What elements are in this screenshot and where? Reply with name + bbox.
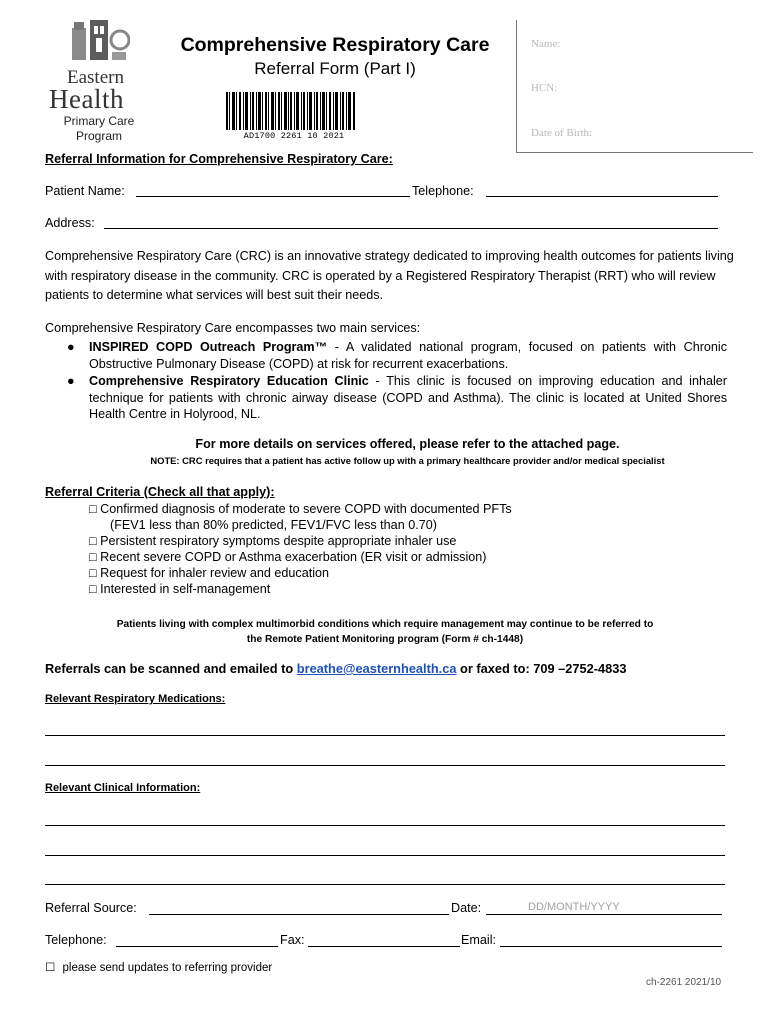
criteria-item[interactable]: □ Confirmed diagnosis of moderate to severe COPD with documented PFTs <box>89 502 512 516</box>
service-item-inspired: ● INSPIRED COPD Outreach Program™ - A validated national program, focused on patients with Chronic Obstructive Pulmonary Disease (COPD) at risk for recurrent exacerbations. <box>67 340 727 371</box>
email-label: Email: <box>461 933 496 947</box>
referral-info-heading: Referral Information for Comprehensive Respiratory Care: <box>45 152 393 166</box>
services-list <box>45 339 727 424</box>
name-label: Name: <box>531 38 561 50</box>
patient-name-label: Patient Name: <box>45 184 125 198</box>
clinical-line-2[interactable] <box>45 855 725 856</box>
dob-label: Date of Birth: <box>531 127 593 139</box>
clinical-info-heading: Relevant Clinical Information: <box>45 782 201 794</box>
details-note: For more details on services offered, please refer to the attached page. <box>195 437 620 451</box>
medications-line-1[interactable] <box>45 735 725 736</box>
submission-instructions: Referrals can be scanned and emailed to breathe@easternhealth.ca or faxed to: 709 –2752-4833 <box>45 661 627 676</box>
services-lead: Comprehensive Respiratory Care encompasses two main services: <box>45 321 421 335</box>
program-name: Primary Care Program <box>63 114 135 143</box>
referral-source-field[interactable] <box>149 914 449 915</box>
patient-id-box <box>516 20 753 153</box>
hcn-label: HCN: <box>531 82 558 94</box>
criteria-item[interactable]: □ Persistent respiratory symptoms despite appropriate inhaler use <box>89 534 457 548</box>
medications-line-2[interactable] <box>45 765 725 766</box>
patient-name-field[interactable] <box>136 196 410 197</box>
checkbox-icon[interactable]: □ <box>89 582 97 596</box>
criteria-item[interactable]: □ Request for inhaler review and education <box>89 566 330 580</box>
criteria-item[interactable]: □ Interested in self-management <box>89 582 271 596</box>
form-title: Comprehensive Respiratory Care <box>180 34 490 56</box>
service-item-education-clinic: ● Comprehensive Respiratory Education Clinic - This clinic is focused on improving education and inhaler technique for patients with chronic airway disease (COPD and Asthma). The clinic is located at United Shores Health Centre in Holyrood, NL. <box>67 374 727 421</box>
referrer-telephone-label: Telephone: <box>45 933 107 947</box>
address-field[interactable] <box>104 228 718 229</box>
criteria-item-detail: (FEV1 less than 80% predicted, FEV1/FVC less than 0.70) <box>110 518 437 532</box>
logo-health-text: Health <box>49 84 124 114</box>
checkbox-icon[interactable]: □ <box>89 566 97 580</box>
telephone-field[interactable] <box>486 196 718 197</box>
bullet-icon: ● <box>67 374 75 388</box>
address-label: Address: <box>45 216 95 230</box>
checkbox-icon[interactable]: □ <box>89 534 97 548</box>
barcode <box>226 92 356 130</box>
multimorbid-note: Patients living with complex multimorbid conditions which require management may continue to be referred to the Remote Patient Monitoring program (Form # ch-1448) <box>116 619 654 645</box>
checkbox-icon[interactable]: □ <box>89 550 97 564</box>
checkbox-icon[interactable]: □ <box>89 502 97 516</box>
updates-label: please send updates to referring provider <box>62 962 273 974</box>
eastern-health-logo <box>45 18 155 148</box>
bullet-icon: ● <box>67 340 75 354</box>
email-link[interactable]: breathe@easternhealth.ca <box>296 661 457 676</box>
referral-source-label: Referral Source: <box>45 901 137 915</box>
form-code: ch-2261 2021/10 <box>646 977 722 988</box>
telephone-label: Telephone: <box>412 184 474 198</box>
updates-checkbox-icon[interactable]: ☐ <box>45 962 56 974</box>
form-subtitle: Referral Form (Part I) <box>254 59 416 78</box>
eastern-health-emblem-icon <box>70 18 130 62</box>
referrer-telephone-field[interactable] <box>116 946 278 947</box>
medications-heading: Relevant Respiratory Medications: <box>45 693 226 705</box>
clinical-line-3[interactable] <box>45 884 725 885</box>
intro-paragraph: Comprehensive Respiratory Care (CRC) is an innovative strategy dedicated to improving health outcomes for patients living with respiratory disease in the community. CRC is operated by a Registered Respiratory Therapist (RRT) who will review patients to determine what services will best suit their needs. <box>45 249 734 302</box>
date-field[interactable] <box>486 914 722 915</box>
date-label: Date: <box>451 901 482 915</box>
barcode-text: AD1700 2261 10 2021 <box>243 131 345 141</box>
updates-option[interactable] <box>45 960 272 974</box>
logo-eastern-text: Eastern <box>67 67 124 88</box>
criteria-heading: Referral Criteria (Check all that apply): <box>45 485 275 499</box>
crc-requirement-note: NOTE: CRC requires that a patient has active follow up with a primary healthcare provider and/or medical specialist <box>150 455 665 466</box>
email-field[interactable] <box>500 946 722 947</box>
date-placeholder: DD/MONTH/YYYY <box>528 901 620 913</box>
fax-field[interactable] <box>308 946 460 947</box>
fax-label: Fax: <box>280 933 305 947</box>
clinical-line-1[interactable] <box>45 825 725 826</box>
criteria-list <box>89 501 512 597</box>
criteria-item[interactable]: □ Recent severe COPD or Asthma exacerbation (ER visit or admission) <box>89 550 487 564</box>
